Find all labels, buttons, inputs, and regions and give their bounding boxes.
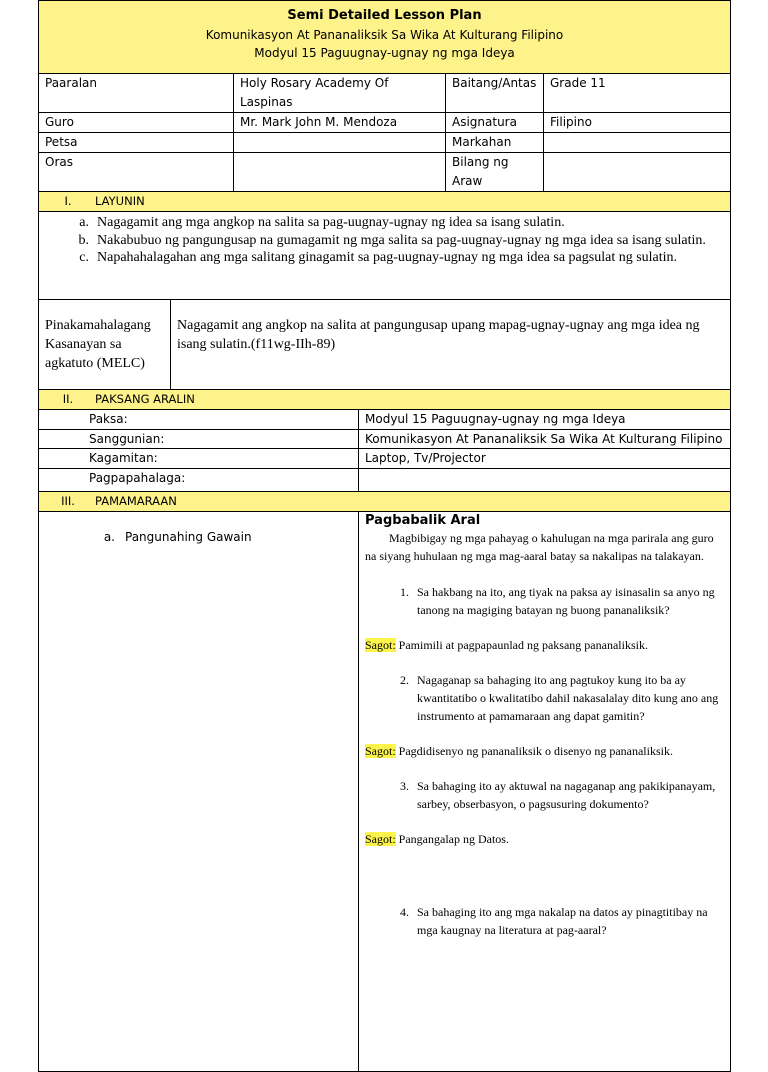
section-number: III. xyxy=(61,493,75,508)
section-header-layunin xyxy=(39,192,731,212)
section-number: I. xyxy=(64,194,72,208)
review-heading: Pagbabalik Aral xyxy=(365,512,481,528)
objective-item: c. Napahahalagahan ang mga salitang ginagamit sa pag-uugnay-ugnay ng mga idea sa pagsulat ng sulatin. xyxy=(79,250,678,265)
days-value xyxy=(544,153,731,192)
document-title: Semi Detailed Lesson Plan xyxy=(287,8,482,23)
lesson-plan-table xyxy=(38,0,731,1072)
answer-line: Sagot: Pamimili at pagpapaunlad ng paksang pananaliksik. xyxy=(365,637,648,652)
days-label: Bilang ng Araw xyxy=(446,153,544,192)
melc-label: Pinakamahalagang Kasanayan sa agkatuto (MELC) xyxy=(39,300,171,390)
grade-value: Grade 11 xyxy=(544,74,731,113)
school-label: Paaralan xyxy=(39,74,234,113)
date-label: Petsa xyxy=(39,133,234,153)
procedure-left-cell xyxy=(39,511,359,1071)
section-header-paksang-aralin xyxy=(39,390,731,410)
values-value xyxy=(359,468,731,491)
objective-item: a. Nagagamit ang mga angkop na salita sa pag-uugnay-ugnay ng idea sa isang sulatin. xyxy=(79,215,565,230)
objectives-list xyxy=(39,214,724,267)
values-label: Pagpapahalaga: xyxy=(39,468,359,491)
teacher-value: Mr. Mark John M. Mendoza xyxy=(234,113,446,133)
materials-label: Kagamitan: xyxy=(39,449,359,469)
reference-value: Komunikasyon At Pananaliksik Sa Wika At Kulturang Filipino xyxy=(359,429,731,449)
section-header-pamamaraan xyxy=(39,491,731,511)
answer-line: Sagot: Pangangalap ng Datos. xyxy=(365,831,509,846)
date-value xyxy=(234,133,446,153)
answer-label: Sagot: xyxy=(365,831,396,846)
section-title: LAYUNIN xyxy=(95,194,145,208)
quarter-value xyxy=(544,133,731,153)
answer-line: Sagot: Pagdidisenyo ng pananaliksik o disenyo ng pananaliksik. xyxy=(365,743,673,758)
section-title: PAKSANG ARALIN xyxy=(95,392,195,406)
question-item: 3. Sa bahaging ito ay aktuwal na nagaganap ang pakikipanayam, sarbey, obserbasyon, o pagsusuring dokumento? xyxy=(400,778,716,811)
subject-label: Asignatura xyxy=(446,113,544,133)
topic-label: Paksa: xyxy=(39,410,359,430)
answer-label: Sagot: xyxy=(365,637,396,652)
activity-marker: a. xyxy=(103,529,115,544)
document-header xyxy=(39,1,731,74)
subject-value: Filipino xyxy=(544,113,731,133)
objectives-cell xyxy=(39,212,731,300)
document-subtitle-module: Modyul 15 Paguugnay-ugnay ng mga Ideya xyxy=(254,46,515,60)
teacher-label: Guro xyxy=(39,113,234,133)
answer-label: Sagot: xyxy=(365,743,396,758)
quarter-label: Markahan xyxy=(446,133,544,153)
objective-item: b. Nakabubuo ng pangungusap na gumagamit ng mga salita sa pag-uugnay-ugnay ng mga idea sa isang sulatin. xyxy=(78,232,706,248)
materials-value: Laptop, Tv/Projector xyxy=(359,449,731,469)
time-label: Oras xyxy=(39,153,234,192)
melc-text: Nagagamit ang angkop na salita at pangungusap upang mapag-ugnay-ugnay ang mga idea ng isang sulatin.(f11wg-IIh-89) xyxy=(171,300,731,390)
topic-value: Modyul 15 Paguugnay-ugnay ng mga Ideya xyxy=(359,410,731,430)
review-intro: Magbibigay ng mga pahayag o kahulugan na mga parirala ang guro na siyang huhulaan ng mga mag-aaral batay sa nakalipas na talakayan. xyxy=(365,530,714,563)
time-value xyxy=(234,153,446,192)
document-subtitle-course: Komunikasyon At Pananaliksik Sa Wika At Kulturang Filipino xyxy=(205,28,564,42)
lesson-plan-document xyxy=(38,0,730,1024)
question-item: 2. Nagaganap sa bahaging ito ang pagtukoy kung ito ba ay kwantitatibo o kwalitatibo dahil nakasalalay dito kung ano ang instrumento at pamamaraan ang dapat gamitin? xyxy=(400,672,719,723)
section-title: PAMAMARAAN xyxy=(95,493,177,508)
school-value: Holy Rosary Academy Of Laspinas xyxy=(234,74,446,113)
section-number: II. xyxy=(62,392,74,406)
activity-label: Pangunahing Gawain xyxy=(125,529,252,544)
reference-label: Sanggunian: xyxy=(39,429,359,449)
question-item: 1. Sa hakbang na ito, ang tiyak na paksa ay isinasalin sa anyo ng tanong na magiging batayan ng buong pananaliksik? xyxy=(400,584,715,617)
procedure-right-cell xyxy=(359,511,731,1071)
question-item: 4. Sa bahaging ito ang mga nakalap na datos ay pinagtitibay na mga kaugnay na literatura at pag-aaral? xyxy=(400,904,708,937)
grade-label: Baitang/Antas xyxy=(446,74,544,113)
